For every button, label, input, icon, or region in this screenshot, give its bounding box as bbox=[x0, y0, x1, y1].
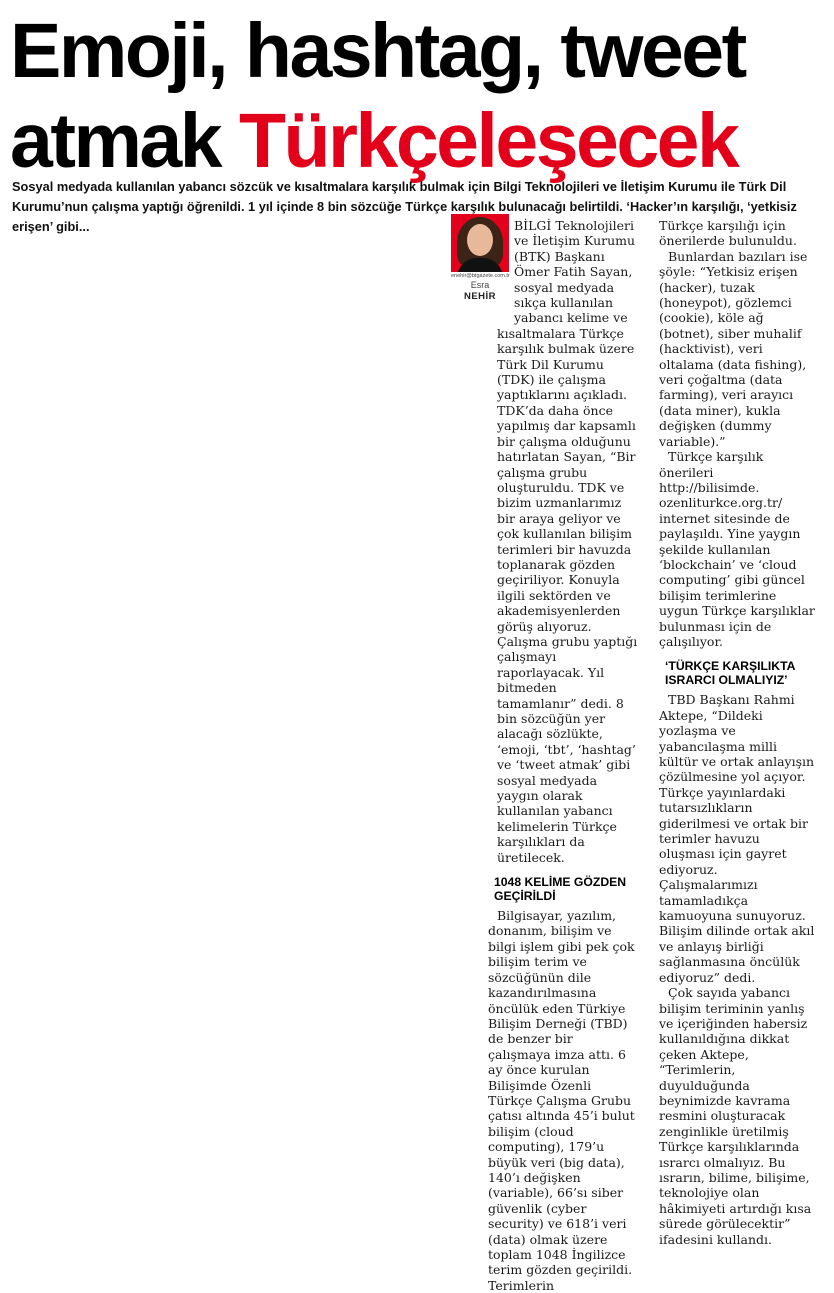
headline bbox=[10, 6, 825, 186]
column1-paragraph-2: Bilgisayar, yazılım, donanım, bilişim ve bilgi işlem gibi pek çok bilişim terim ve sözcüğünün dile kazandırılmasına öncülük eden Türkiye Bilişim Derneği (TBD) de benzer bir çalışmaya imza attı. 6 ay önce kurulan Bilişimde Özenli Türkçe Çalışma Grubu çatısı altında 45’i bulut bilişim (cloud computing), 179’u büyük veri (big data), 140’ı değişken (variable), 66’sı siber güvenlik (cyber security) ve 618’i veri (data) olmak üzere toplam 1048 İngilizce terim gözden geçirildi. Terimlerin bbox=[488, 908, 635, 1293]
column2-subheading: ‘TÜRKÇE KARŞILIKTA ISRARCI OLMALIYIZ’ bbox=[665, 659, 795, 688]
column1-subheading: 1048 KELİME GÖZDEN GEÇİRİLDİ bbox=[494, 875, 627, 904]
article-column-1 bbox=[451, 218, 638, 1293]
column1-paragraph-1: BİLGİ Teknolojileri ve İletişim Kurumu (BTK) Başkanı Ömer Fatih Sayan, sosyal medyada sıkça kullanılan yabancı kelime ve kısaltmalara Türkçe karşılık bulmak üzere Türk Dil Kurumu (TDK) ile çalışma yaptıklarını açıkladı. TDK’da daha önce yapılmış dar kapsamlı bir çalışma olduğunu hatırlatan Sayan, “Bir çalışma grubu oluşturuldu. TDK ve bizim uzmanlarımız bir araya geliyor ve çok kullanılan bilişim terimleri bir havuzda toplanarak gözden geçiriliyor. Konuyla ilgili sektörden ve akademisyenlerden görüş alıyoruz. Çalışma grubu yaptığı çalışmayı raporlayacak. Yıl bitmeden tamamlanır” dedi. 8 bin sözcüğün yer alacağı sözlükte, ‘emoji, ‘tbt’, ‘hashtag’ ve ‘tweet atmak’ gibi sosyal medyada yaygın olarak kullanılan yabancı kelimelerin Türkçe karşılıkları da üretilecek. bbox=[497, 218, 638, 865]
author-last-name: NEHİR bbox=[463, 291, 497, 302]
column2-paragraph-3: Türkçe karşılık önerileri http://bilisimde. ozenliturkce.org.tr/ internet sitesinde de paylaşıldı. Yine yaygın şekilde kullanılan ‘blockchain’ ve ‘cloud computing’ gibi güncel bilişim terimlerine uygun Türkçe karşılıklar bulunması için de çalışılıyor. bbox=[659, 449, 815, 649]
headline-main: Emoji, hashtag, tweet atmak bbox=[10, 8, 745, 184]
column2-paragraph-4: TBD Başkanı Rahmi Aktepe, “Dildeki yozlaşma ve yabancılaşma milli kültür ve ortak anlayışın çözülmesine yol açıyor. Türkçe yayınlardaki tutarsızlıkların giderilmesi ve ortak bir terimler havuzu oluşması için gayret ediyoruz. Çalışmalarımızı tamamladıkça kamuoyuna sunuyoruz. Bilişim dilinde ortak akıl ve anlayış birliği sağlanmasına öncülük ediyoruz” dedi. bbox=[659, 692, 815, 985]
author-photo bbox=[451, 214, 509, 272]
lede-summary: Sosyal medyada kullanılan yabancı sözcük ve kısaltmalara karşılık bulmak için Bilgi Teknolojileri ve İletişim Kurumu ile Türk Dil Kurumu’nun çalışma yaptığı öğrenildi. 1 yıl içinde 8 bin sözcüğe Türkçe karşılık bulunacağı belirtildi. ‘Hacker’ın karşılığı, ‘yetkisiz erişen’ gibi... bbox=[12, 179, 797, 234]
author-email: enehir@btgazete.com.tr bbox=[451, 273, 510, 279]
author-byline bbox=[451, 214, 509, 312]
column2-paragraph-1: Türkçe karşılığı için önerilerde bulunuldu. bbox=[659, 218, 797, 249]
author-first-name: Esra bbox=[470, 280, 490, 290]
article-column-2 bbox=[659, 218, 817, 1247]
column2-paragraph-5: Çok sayıda yabancı bilişim teriminin yanlış ve içeriğinden habersiz kullanıldığına dikkat çeken Aktepe, “Terimlerin, duyulduğunda beynimizde kavrama resmini oluşturacak zenginlikle üretilmiş Türkçe karşılıklarında ısrarcı olmalıyız. Bu ısrarın, bilime, bilişime, teknolojiye olan hâkimiyeti artırdığı kısa sürede görülecektir” ifadesini kullandı. bbox=[659, 985, 812, 1247]
column2-paragraph-2: Bunlardan bazıları ise şöyle: “Yetkisiz erişen (hacker), tuzak (honeypot), gözlemci (cookie), köle ağ (botnet), siber muhalif (hacktivist), veri oltalama (data fishing), veri çoğaltma (data farming), veri arayıcı (data miner), kukla değişken (dummy variable).” bbox=[659, 248, 808, 449]
headline-highlight: Türkçeleşecek bbox=[238, 98, 738, 184]
